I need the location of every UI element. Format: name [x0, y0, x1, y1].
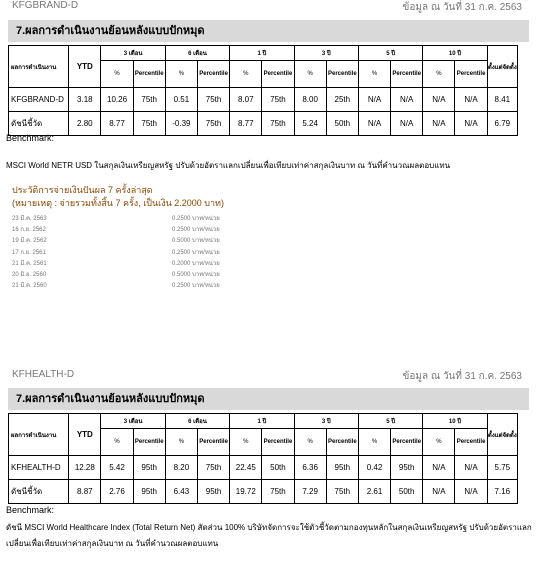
fund-header: [8, 369, 522, 383]
dividend-amount: 0.5000 บาท/หน่วย: [172, 271, 220, 278]
cell-10y: N/A: [423, 456, 455, 480]
subheader-pct: %: [165, 429, 197, 456]
dividend-date: 19 มี.ค. 2562: [12, 238, 47, 245]
dividend-list: [12, 213, 312, 291]
list-item: [12, 224, 312, 235]
col-header-5y: 5 ปี: [358, 46, 422, 61]
list-item: [12, 247, 312, 258]
dividend-date: 16 ก.ย. 2562: [12, 227, 46, 234]
cell-ytd: 12.28: [69, 456, 101, 480]
dividend-amount: 0.2500 บาท/หน่วย: [172, 216, 220, 222]
cell-3y-percentile: 75th: [326, 480, 358, 504]
subheader-pct: %: [423, 429, 455, 456]
cell-3y: 6.36: [294, 456, 326, 480]
subheader-percentile: Percentile: [197, 429, 229, 456]
col-header-1y: 1 ปี: [230, 414, 294, 429]
col-header-3y: 3 ปี: [294, 46, 358, 61]
cell-3y-percentile: 95th: [326, 456, 358, 480]
cell-10y: N/A: [423, 88, 455, 112]
cell-1y: 22.45: [230, 456, 262, 480]
row-label: KFGBRAND-D: [9, 88, 69, 112]
table-row: [9, 112, 518, 136]
cell-3m: 5.42: [101, 456, 133, 480]
dividend-amount: 0.2500 บาท/หน่วย: [172, 249, 220, 256]
section-title: 7.ผลการดำเนินงานย้อนหลังแบบปักหมุด: [8, 388, 529, 410]
subheader-pct: %: [423, 61, 455, 88]
cell-3y: 5.24: [294, 112, 326, 136]
cell-ytd: 2.80: [69, 112, 101, 136]
dividend-amount: 0.5000 บาท/หน่วย: [172, 238, 220, 245]
cell-10y-percentile: N/A: [455, 480, 487, 504]
col-header-5y: 5 ปี: [358, 414, 422, 429]
cell-3y-percentile: 25th: [326, 88, 358, 112]
cell-ytd: 3.18: [69, 88, 101, 112]
cell-10y-percentile: N/A: [455, 88, 487, 112]
cell-3y: 7.29: [294, 480, 326, 504]
list-item: [12, 235, 312, 246]
subheader-percentile: Percentile: [262, 429, 294, 456]
dividend-date: 17 ก.ย. 2561: [12, 249, 46, 256]
col-header-ytd: YTD: [69, 414, 101, 456]
cell-3m: 10.26: [101, 88, 133, 112]
cell-3m-percentile: 75th: [133, 88, 165, 112]
cell-5y-percentile: 95th: [391, 456, 423, 480]
subheader-percentile: Percentile: [133, 429, 165, 456]
benchmark-text: MSCI World NETR USD ในสกุลเงินเหรียญสหรัฐ ปรับด้วยอัตราแลกเปลี่ยนเพื่อเทียบเท่าค่าสกุลเงินบาท ณ วันที่คำนวณผลตอบแทน: [6, 161, 451, 170]
list-item: [12, 213, 312, 224]
cell-5y: 2.61: [358, 480, 390, 504]
subheader-percentile: Percentile: [391, 429, 423, 456]
cell-since-inception: 8.41: [487, 88, 517, 112]
cell-3m-percentile: 95th: [133, 480, 165, 504]
subheader-pct: %: [358, 429, 390, 456]
cell-6m-percentile: 95th: [197, 480, 229, 504]
fund-header: [8, 0, 522, 14]
col-header-6m: 6 เดือน: [165, 46, 229, 61]
table-row: [9, 480, 518, 504]
cell-5y: N/A: [358, 88, 390, 112]
cell-5y-percentile: N/A: [391, 112, 423, 136]
col-header-1y: 1 ปี: [230, 46, 294, 61]
cell-10y: N/A: [423, 480, 455, 504]
subheader-pct: %: [165, 61, 197, 88]
cell-3m-percentile: 95th: [133, 456, 165, 480]
cell-6m: 6.43: [165, 480, 197, 504]
cell-6m-percentile: 75th: [197, 88, 229, 112]
col-header-10y: 10 ปี: [423, 46, 487, 61]
col-header-10y: 10 ปี: [423, 414, 487, 429]
row-label: ดัชนีชี้วัด: [9, 112, 69, 136]
subheader-pct: %: [294, 429, 326, 456]
dividend-amount: 0.2000 บาท/หน่วย: [172, 260, 220, 267]
cell-3y-percentile: 50th: [326, 112, 358, 136]
cell-5y-percentile: 50th: [391, 480, 423, 504]
cell-6m: 0.51: [165, 88, 197, 112]
col-header-3m: 3 เดือน: [101, 414, 165, 429]
list-item: [12, 258, 312, 269]
cell-5y: N/A: [358, 112, 390, 136]
cell-6m: 8.20: [165, 456, 197, 480]
section-title: 7.ผลการดำเนินงานย้อนหลังแบบปักหมุด: [8, 20, 529, 42]
subheader-percentile: Percentile: [455, 61, 487, 88]
row-label: KFHEALTH-D: [9, 456, 69, 480]
benchmark-label: Benchmark:: [6, 505, 55, 515]
table-row: [9, 456, 518, 480]
col-header-3m: 3 เดือน: [101, 46, 165, 61]
cell-ytd: 8.87: [69, 480, 101, 504]
dividend-amount: 0.2500 บาท/หน่วย: [172, 227, 220, 234]
cell-5y: 0.42: [358, 456, 390, 480]
subheader-percentile: Percentile: [133, 61, 165, 88]
row-label: ดัชนีชี้วัด: [9, 480, 69, 504]
cell-10y-percentile: N/A: [455, 456, 487, 480]
cell-1y-percentile: 75th: [262, 88, 294, 112]
cell-since-inception: 6.79: [487, 112, 517, 136]
col-header-performance: ผลการดำเนินงาน: [9, 414, 69, 456]
subheader-pct: %: [230, 61, 262, 88]
fund-code: KFHEALTH-D: [12, 369, 75, 380]
table-row: [9, 88, 518, 112]
performance-table: [8, 413, 518, 504]
cell-1y-percentile: 50th: [262, 456, 294, 480]
dividend-date: 21 มี.ค. 2560: [12, 283, 47, 290]
col-header-since-inception: ตั้งแต่จัดตั้ง: [487, 414, 517, 456]
cell-10y: N/A: [423, 112, 455, 136]
performance-table: [8, 45, 518, 136]
dividend-date: 21 มี.ค. 2561: [12, 260, 47, 267]
cell-1y: 19.72: [230, 480, 262, 504]
subheader-percentile: Percentile: [326, 429, 358, 456]
cell-since-inception: 7.16: [487, 480, 517, 504]
col-header-6m: 6 เดือน: [165, 414, 229, 429]
dividend-history: [12, 184, 224, 210]
col-header-since-inception: ตั้งแต่จัดตั้ง: [487, 46, 517, 88]
dividend-date: 23 มี.ค. 2563: [12, 216, 47, 222]
cell-5y-percentile: N/A: [391, 88, 423, 112]
cell-1y-percentile: 75th: [262, 480, 294, 504]
subheader-pct: %: [101, 61, 133, 88]
cell-6m-percentile: 75th: [197, 456, 229, 480]
cell-1y: 8.77: [230, 112, 262, 136]
subheader-percentile: Percentile: [262, 61, 294, 88]
dividend-amount: 0.2500 บาท/หน่วย: [172, 283, 220, 290]
cell-6m: -0.39: [165, 112, 197, 136]
subheader-pct: %: [230, 429, 262, 456]
col-header-3y: 3 ปี: [294, 414, 358, 429]
subheader-percentile: Percentile: [197, 61, 229, 88]
subheader-pct: %: [358, 61, 390, 88]
cell-3y: 8.00: [294, 88, 326, 112]
cell-6m-percentile: 75th: [197, 112, 229, 136]
col-header-ytd: YTD: [69, 46, 101, 88]
cell-3m: 2.76: [101, 480, 133, 504]
benchmark-text: ดัชนี MSCI World Healthcare Index (Total Return Net) สัดส่วน 100% บริษัทจัดการจะใช้ตัวชี้วัดตามกองทุนหลักในสกุลเงินเหรียญสหรัฐ ปรับด้วยอัตราแลกเปลี่ยนเพื่อเทียบเท่าค่าสกุลเงินบาท ณ วันที่คำนวณผลตอบแทน: [6, 523, 532, 548]
subheader-percentile: Percentile: [455, 429, 487, 456]
data-date: ข้อมูล ณ วันที่ 31 ก.ค. 2563: [402, 2, 522, 13]
cell-1y-percentile: 75th: [262, 112, 294, 136]
dividend-title: ประวัติการจ่ายเงินปันผล 7 ครั้งล่าสุด: [12, 185, 153, 195]
list-item: [12, 269, 312, 280]
subheader-pct: %: [294, 61, 326, 88]
cell-since-inception: 5.75: [487, 456, 517, 480]
data-date: ข้อมูล ณ วันที่ 31 ก.ค. 2563: [402, 371, 522, 382]
subheader-percentile: Percentile: [391, 61, 423, 88]
cell-10y-percentile: N/A: [455, 112, 487, 136]
cell-1y: 8.07: [230, 88, 262, 112]
list-item: [12, 280, 312, 291]
fund-code: KFGBRAND-D: [12, 0, 79, 11]
dividend-date: 20 มิ.ย. 2560: [12, 271, 47, 278]
subheader-pct: %: [101, 429, 133, 456]
subheader-percentile: Percentile: [326, 61, 358, 88]
col-header-performance: ผลการดำเนินงาน: [9, 46, 69, 88]
benchmark-label: Benchmark:: [6, 133, 55, 143]
cell-3m: 8.77: [101, 112, 133, 136]
cell-3m-percentile: 75th: [133, 112, 165, 136]
dividend-note: (หมายเหตุ : จ่ายรวมทั้งสิ้น 7 ครั้ง, เป็นเงิน 2.2000 บาท): [12, 198, 224, 208]
